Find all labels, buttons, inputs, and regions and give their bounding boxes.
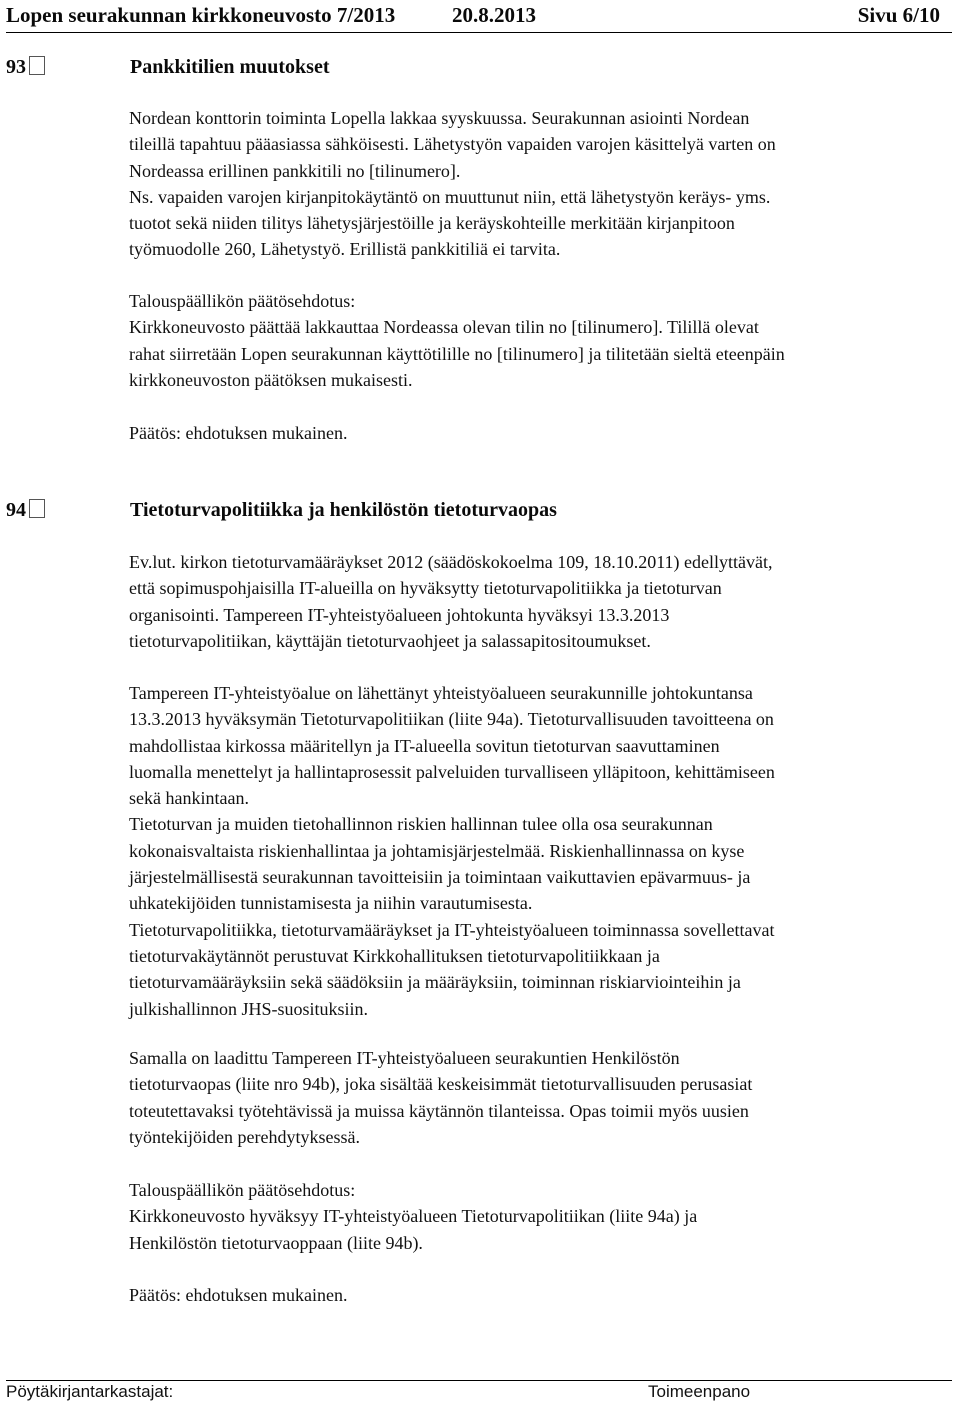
section-94-heading (6, 499, 557, 522)
text-line: Ns. vapaiden varojen kirjanpitokäytäntö on muuttunut niin, että lähetystyön keräys- yms. (129, 186, 771, 207)
text-line: julkishallinnon JHS-suosituksiin. (129, 998, 369, 1019)
section-94-decision (129, 1282, 949, 1308)
text-line: työntekijöiden perehdytyksessä. (129, 1126, 360, 1147)
section-number: 94 (6, 499, 26, 521)
text-line: tietoturvakäytännöt perustuvat Kirkkohallituksen tietoturvapolitiikkaan ja (129, 945, 660, 966)
text-line: mahdollistaa kirkossa määritellyn ja IT-alueella sovitun tietoturvan saavuttaminen (129, 735, 720, 756)
text-line: kirkkoneuvoston päätöksen mukaisesti. (129, 369, 413, 390)
section-93-decision (129, 420, 949, 446)
text-line: Samalla on laadittu Tampereen IT-yhteistyöalueen seurakuntien Henkilöstön (129, 1048, 680, 1068)
section-94-paragraph-1 (129, 549, 949, 654)
text-line: Tietoturvan ja muiden tietohallinnon riskien hallinnan tulee olla osa seurakunnan (129, 814, 713, 835)
text-line: Tietoturvapolitiikka, tietoturvamääräykset ja IT-yhteistyöalueen toiminnassa sovellettavat (129, 919, 775, 940)
text-line: toteutettavaksi työtehtävissä ja muissa käytännön tilanteissa. Opas toimii myös uusien (129, 1100, 749, 1121)
text-line: Kirkkoneuvosto hyväksyy IT-yhteistyöalueen Tietoturvapolitiikan (liite 94a) ja (129, 1206, 698, 1227)
text-line: tietoturvaopas (liite nro 94b), joka sisältää keskeisimmät tietoturvallisuuden perusasiat (129, 1074, 753, 1095)
section-93-paragraph (129, 105, 949, 263)
page-header (6, 2, 952, 33)
text-line: Henkilöstön tietoturvaoppaan (liite 94b). (129, 1232, 423, 1253)
section-title: Pankkitilien muutokset (130, 56, 330, 78)
proposal-label: Talouspäällikön päätösehdotus: (129, 1180, 356, 1200)
text-line: tietoturvamääräyksiin sekä säädöksiin ja määräyksiin, toiminnan riskiarviointeihin ja (129, 972, 741, 993)
text-line: organisointi. Tampereen IT-yhteistyöalueen johtokunta hyväksyi 13.3.2013 (129, 604, 670, 625)
section-number: 93 (6, 56, 26, 78)
section-94-paragraph-2 (129, 680, 949, 1022)
section-93-proposal (129, 288, 949, 393)
section-93-heading (6, 56, 330, 79)
text-line: järjestelmällisestä seurakunnan tavoitteisiin ja toimintaan vaikuttavien epävarmuus- ja (129, 867, 751, 888)
section-94-paragraph-3 (129, 1045, 949, 1150)
text-line: uhkatekijöiden tunnistamisesta ja niihin varautumisesta. (129, 893, 533, 914)
document-title: Lopen seurakunnan kirkkoneuvosto 7/2013 (6, 3, 396, 27)
section-symbol-icon (29, 56, 45, 75)
section-symbol-icon (29, 499, 45, 518)
decision-text: Päätös: ehdotuksen mukainen. (129, 423, 348, 443)
text-line: rahat siirretään Lopen seurakunnan käyttötilille no [tilinumero] ja tilitetään sieltä eteenpäin (129, 343, 785, 364)
minutes-checkers-label: Pöytäkirjantarkastajat: (6, 1382, 174, 1401)
text-line: tietoturvapolitiikan, käyttäjän tietoturvaohjeet ja salassapitositoumukset. (129, 630, 651, 651)
decision-text: Päätös: ehdotuksen mukainen. (129, 1285, 348, 1305)
text-line: sekä hankintaan. (129, 788, 249, 809)
section-title: Tietoturvapolitiikka ja henkilöstön tietoturvaopas (130, 499, 557, 521)
text-line: Ev.lut. kirkon tietoturvamääräykset 2012 (säädöskokoelma 109, 18.10.2011) edellyttävät, (129, 552, 773, 572)
text-line: tuotot sekä niiden tilitys lähetysjärjestöille ja keräyskohteille merkitään kirjanpitoon (129, 213, 735, 234)
text-line: työmuodolle 260, Lähetystyö. Erillistä pankkitiliä ei tarvita. (129, 239, 561, 260)
text-line: luomalla menettelyt ja hallintaprosessit palveluiden turvalliseen ylläpitoon, kehittämiseen (129, 761, 775, 782)
text-line: Kirkkoneuvosto päättää lakkauttaa Nordeassa olevan tilin no [tilinumero]. Tilillä olevat (129, 317, 759, 338)
text-line: Nordeassa erillinen pankkitili no [tilinumero]. (129, 160, 461, 181)
page-number: Sivu 6/10 (857, 3, 940, 27)
proposal-label: Talouspäällikön päätösehdotus: (129, 291, 356, 311)
page-footer (6, 1380, 952, 1401)
implementation-label: Toimeenpano (648, 1382, 751, 1401)
text-line: että sopimuspohjaisilla IT-alueilla on hyväksytty tietoturvapolitiikka ja tietoturvan (129, 578, 722, 599)
text-line: 13.3.2013 hyväksymän Tietoturvapolitiikan (liite 94a). Tietoturvallisuuden tavoitteena on (129, 709, 774, 730)
section-94-proposal (129, 1177, 949, 1256)
meeting-date: 20.8.2013 (452, 3, 536, 27)
text-line: Tampereen IT-yhteistyöalue on lähettänyt yhteistyöalueen seurakunnille johtokuntansa (129, 683, 753, 703)
text-line: kokonaisvaltaista riskienhallintaa ja johtamisjärjestelmää. Riskienhallinnassa on kyse (129, 840, 745, 861)
text-line: tileillä tapahtuu pääasiassa sähköisesti. Lähetystyön vapaiden varojen käsittelyä varten on (129, 134, 776, 155)
text-line: Nordean konttorin toiminta Lopella lakkaa syyskuussa. Seurakunnan asiointi Nordean (129, 108, 750, 128)
